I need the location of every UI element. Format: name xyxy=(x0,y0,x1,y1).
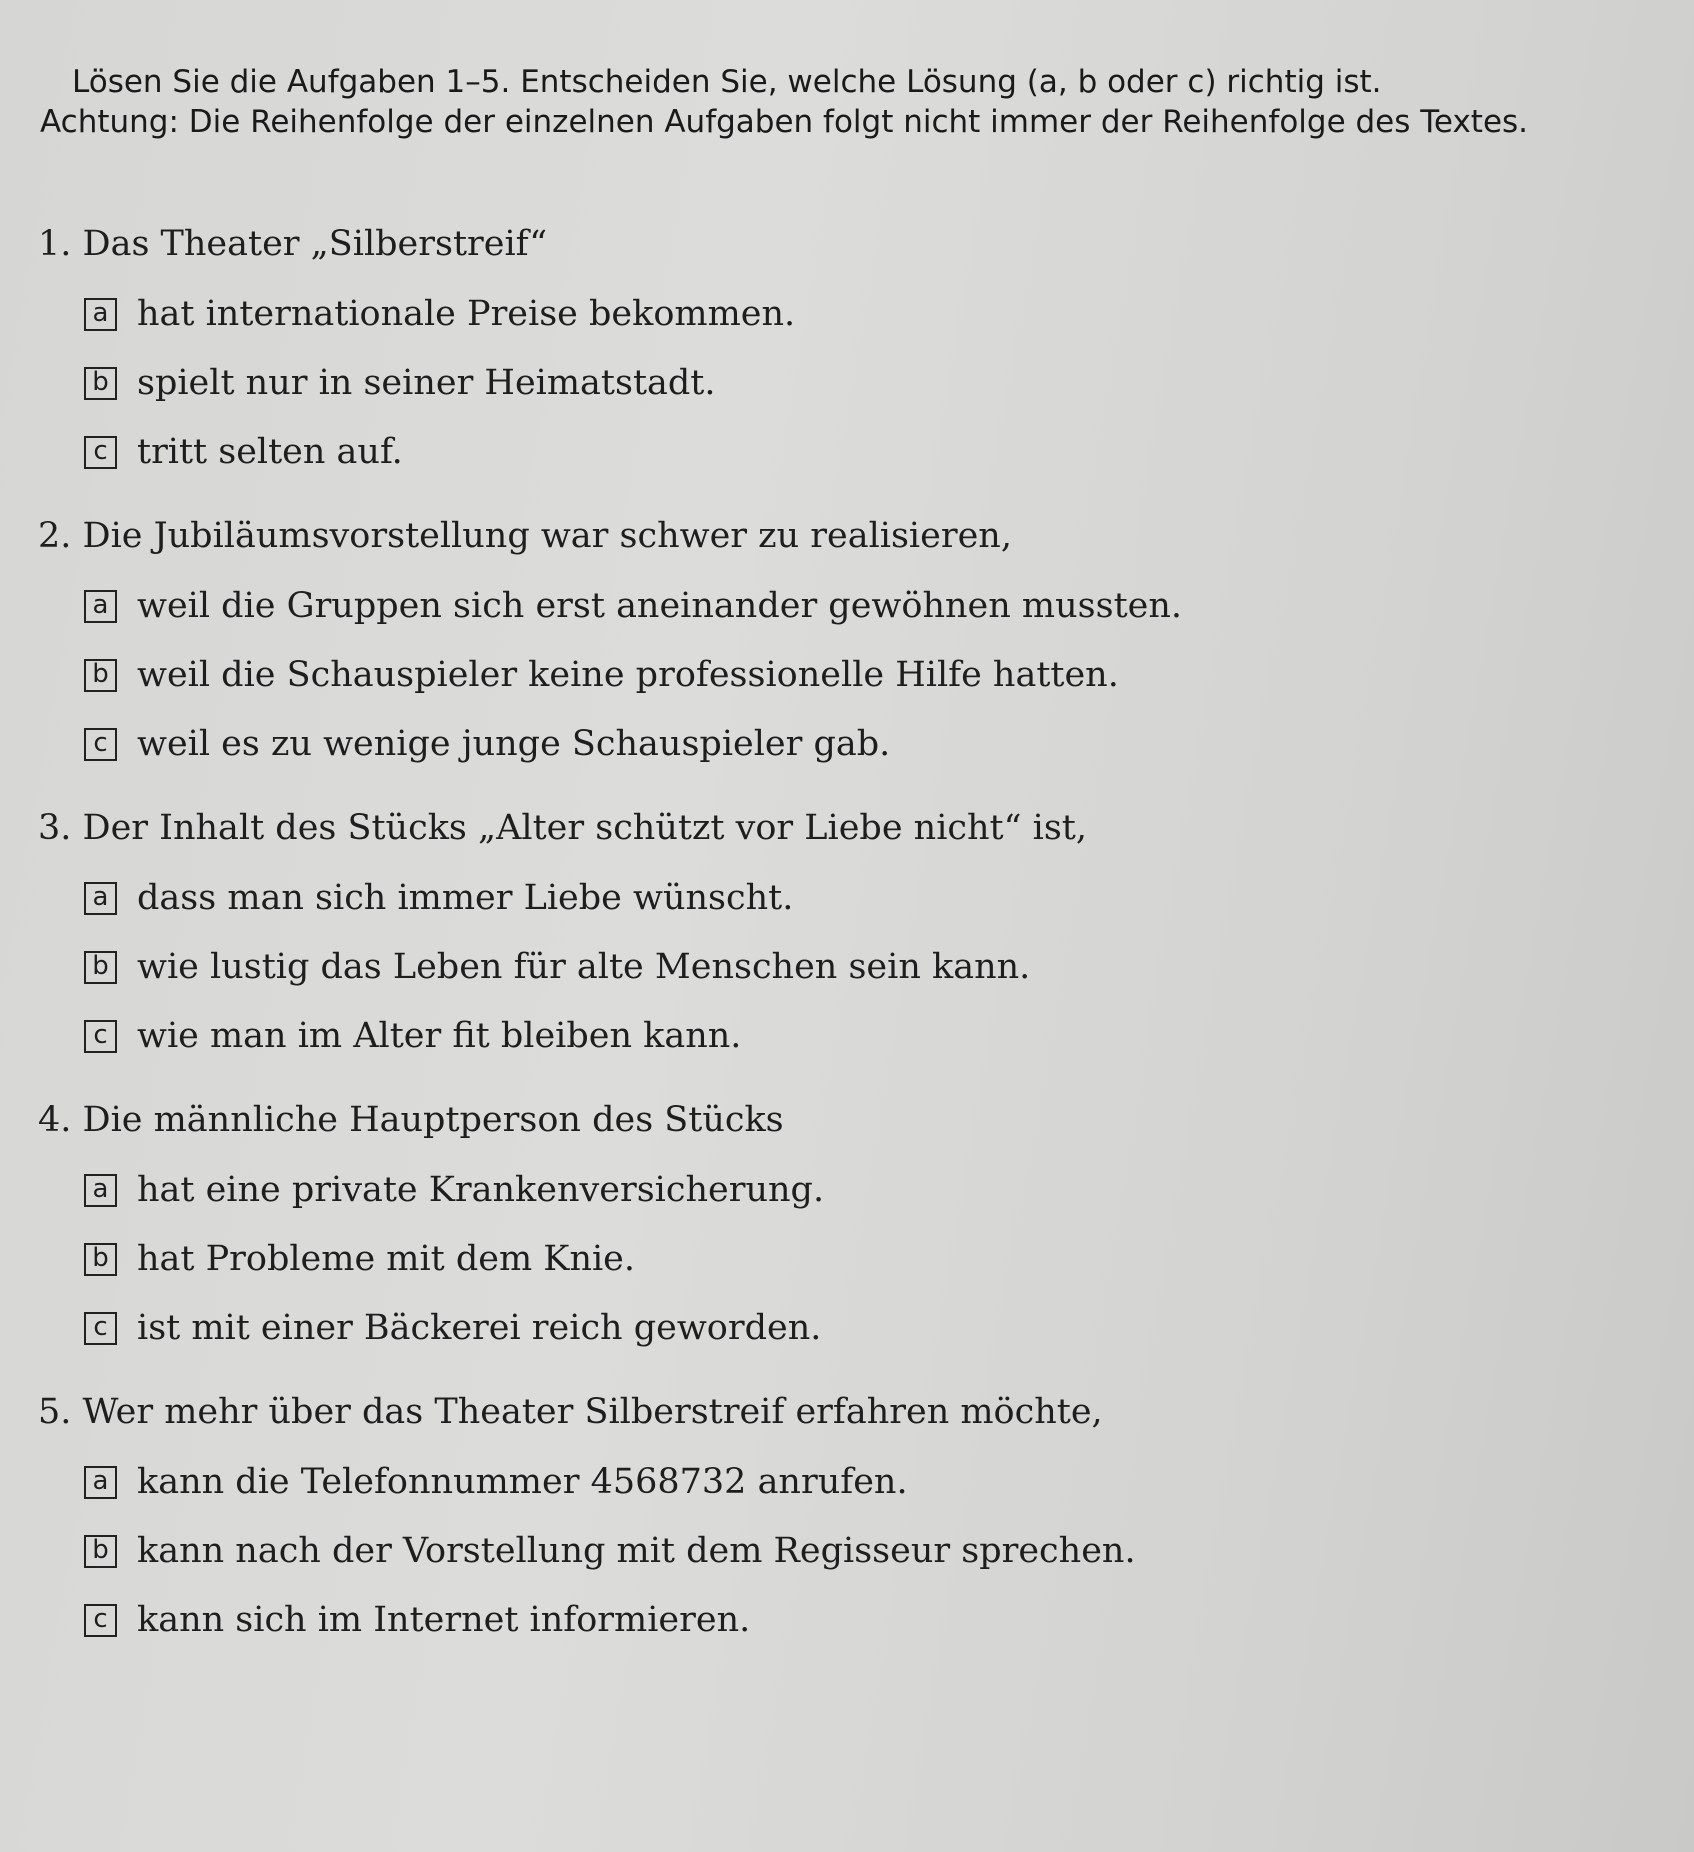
option-text: kann die Telefonnummer 4568732 anrufen. xyxy=(137,1462,908,1502)
option-1a[interactable] xyxy=(84,292,1638,336)
option-3a[interactable] xyxy=(84,876,1638,920)
question-2 xyxy=(38,514,1638,766)
option-text: dass man sich immer Liebe wünscht. xyxy=(137,878,794,918)
question-text: 1. Das Theater „Silberstreif“ xyxy=(38,224,548,264)
checkbox-b[interactable]: b xyxy=(84,951,117,984)
option-2c[interactable] xyxy=(84,722,1638,766)
checkbox-c[interactable]: c xyxy=(84,436,117,469)
option-text: weil die Schauspieler keine professionelle Hilfe hatten. xyxy=(137,655,1119,695)
option-5b[interactable] xyxy=(84,1529,1638,1573)
option-text: tritt selten auf. xyxy=(137,432,403,472)
instructions-line-1: Lösen Sie die Aufgaben 1–5. Entscheiden Sie, welche Lösung (a, b oder c) richtig ist. xyxy=(72,64,1382,100)
checkbox-b[interactable]: b xyxy=(84,367,117,400)
option-text: hat internationale Preise bekommen. xyxy=(137,294,796,334)
option-3c[interactable] xyxy=(84,1014,1638,1058)
question-4 xyxy=(38,1098,1638,1350)
option-text: hat Probleme mit dem Knie. xyxy=(137,1239,636,1279)
checkbox-a[interactable]: a xyxy=(84,1466,117,1499)
question-text: 2. Die Jubiläumsvorstellung war schwer zu realisieren, xyxy=(38,516,1012,556)
question-5 xyxy=(38,1390,1638,1642)
option-1c[interactable] xyxy=(84,430,1638,474)
option-text: spielt nur in seiner Heimatstadt. xyxy=(137,363,716,403)
question-list xyxy=(38,222,1638,1682)
option-2b[interactable] xyxy=(84,653,1638,697)
option-text: wie man im Alter fit bleiben kann. xyxy=(137,1016,742,1056)
checkbox-a[interactable]: a xyxy=(84,882,117,915)
option-5a[interactable] xyxy=(84,1460,1638,1504)
instructions xyxy=(40,62,1670,142)
option-text: wie lustig das Leben für alte Menschen sein kann. xyxy=(137,947,1031,987)
option-text: hat eine private Krankenversicherung. xyxy=(137,1170,825,1210)
option-text: ist mit einer Bäckerei reich geworden. xyxy=(137,1308,822,1348)
checkbox-a[interactable]: a xyxy=(84,298,117,331)
question-text: 3. Der Inhalt des Stücks „Alter schützt vor Liebe nicht“ ist, xyxy=(38,808,1087,848)
option-text: weil die Gruppen sich erst aneinander gewöhnen mussten. xyxy=(137,586,1183,626)
option-3b[interactable] xyxy=(84,945,1638,989)
option-4a[interactable] xyxy=(84,1168,1638,1212)
option-text: kann sich im Internet informieren. xyxy=(137,1600,751,1640)
question-1 xyxy=(38,222,1638,474)
option-4c[interactable] xyxy=(84,1306,1638,1350)
option-1b[interactable] xyxy=(84,361,1638,405)
checkbox-c[interactable]: c xyxy=(84,1020,117,1053)
option-4b[interactable] xyxy=(84,1237,1638,1281)
option-text: kann nach der Vorstellung mit dem Regisseur sprechen. xyxy=(137,1531,1136,1571)
checkbox-b[interactable]: b xyxy=(84,1535,117,1568)
option-2a[interactable] xyxy=(84,584,1638,628)
checkbox-b[interactable]: b xyxy=(84,1243,117,1276)
checkbox-c[interactable]: c xyxy=(84,1312,117,1345)
option-text: weil es zu wenige junge Schauspieler gab. xyxy=(137,724,891,764)
checkbox-b[interactable]: b xyxy=(84,659,117,692)
question-text: 5. Wer mehr über das Theater Silberstreif erfahren möchte, xyxy=(38,1392,1103,1432)
checkbox-c[interactable]: c xyxy=(84,728,117,761)
question-3 xyxy=(38,806,1638,1058)
checkbox-a[interactable]: a xyxy=(84,590,117,623)
checkbox-a[interactable]: a xyxy=(84,1174,117,1207)
instructions-line-2: Achtung: Die Reihenfolge der einzelnen Aufgaben folgt nicht immer der Reihenfolge des Textes. xyxy=(40,104,1529,140)
checkbox-c[interactable]: c xyxy=(84,1604,117,1637)
question-text: 4. Die männliche Hauptperson des Stücks xyxy=(38,1100,784,1140)
option-5c[interactable] xyxy=(84,1598,1638,1642)
